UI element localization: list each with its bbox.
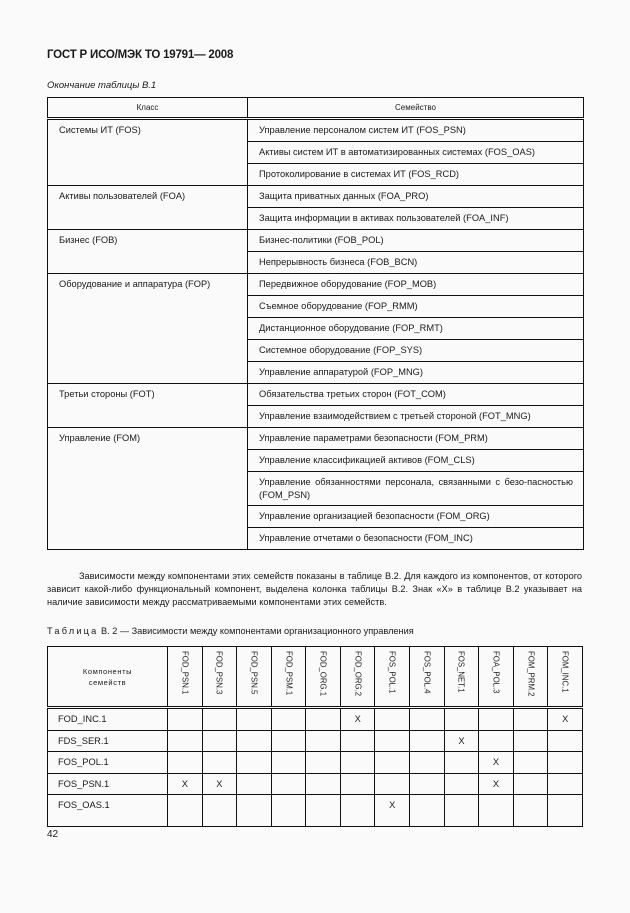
dependency-cell: [548, 752, 583, 774]
column-header-label: FOD_ORG.1: [318, 651, 328, 697]
dependency-cell: [340, 752, 375, 774]
column-header: [202, 647, 237, 708]
dependency-cell: X: [479, 773, 514, 795]
dependency-cell: [168, 752, 203, 774]
dependency-cell: [237, 795, 272, 827]
dependency-cell: [444, 773, 479, 795]
dependency-cell: [513, 795, 548, 827]
document-header: ГОСТ Р ИСО/МЭК ТО 19791— 2008: [47, 49, 234, 61]
dependency-cell: [444, 708, 479, 731]
dependency-cell: [340, 730, 375, 752]
table-b2-body: [48, 708, 583, 827]
dependency-cell: [410, 795, 445, 827]
column-header: [375, 647, 410, 708]
row-header: FOS_POL.1: [48, 752, 168, 774]
table-row: [48, 186, 584, 208]
column-header-label: FOD_PSN.3: [214, 651, 224, 695]
dependency-cell: [375, 730, 410, 752]
dependency-cell: X: [548, 708, 583, 731]
column-header: [271, 647, 306, 708]
dependency-cell: [513, 708, 548, 731]
table-b2-caption-prefix: Таблица: [47, 626, 99, 636]
family-cell: Управление аппаратурой (FOP_MNG): [248, 362, 584, 384]
table-row: [48, 428, 584, 450]
dependency-cell: [444, 795, 479, 827]
class-cell: Управление (FOM): [48, 428, 248, 550]
column-header: [444, 647, 479, 708]
dependency-cell: [479, 730, 514, 752]
dependency-cell: X: [340, 708, 375, 731]
table-row: [48, 708, 583, 731]
dependency-cell: [168, 730, 203, 752]
dependency-cell: [340, 795, 375, 827]
dependency-cell: [375, 773, 410, 795]
dependency-cell: [513, 752, 548, 774]
dependency-cell: [202, 752, 237, 774]
table-row: [48, 773, 583, 795]
family-cell: Управление взаимодействием с третьей стороной (FOT_MNG): [248, 406, 584, 428]
column-header-family: Семейство: [248, 98, 584, 119]
family-cell: Управление персоналом систем ИТ (FOS_PSN): [248, 119, 584, 142]
table-row: [48, 119, 584, 142]
dependency-cell: [410, 773, 445, 795]
column-header: [237, 647, 272, 708]
dependency-cell: [479, 708, 514, 731]
family-cell: Дистанционное оборудование (FOP_RMT): [248, 318, 584, 340]
class-cell: Системы ИТ (FOS): [48, 119, 248, 186]
family-cell: Управление обязанностями персонала, связанными с безо-пасностью (FOM_PSN): [248, 472, 584, 506]
family-cell: Передвижное оборудование (FOP_MOB): [248, 274, 584, 296]
table-b1-caption: Окончание таблицы B.1: [47, 80, 157, 91]
family-cell: Управление классификацией активов (FOM_CLS): [248, 450, 584, 472]
family-cell: Активы систем ИТ в автоматизированных системах (FOS_OAS): [248, 142, 584, 164]
table-b1: [47, 97, 584, 550]
dependency-cell: [237, 730, 272, 752]
dependency-cell: [306, 730, 341, 752]
dependency-cell: X: [168, 773, 203, 795]
column-header-label: FOD_ORG.2: [353, 651, 363, 697]
table-b1-header-row: [48, 98, 584, 119]
column-header-label: FOA_POL.3: [491, 651, 501, 694]
family-cell: Непрерывность бизнеса (FOB_BCN): [248, 252, 584, 274]
class-cell: Третьи стороны (FOT): [48, 384, 248, 428]
dependency-cell: [271, 752, 306, 774]
column-header: [340, 647, 375, 708]
column-header: [410, 647, 445, 708]
body-paragraph: Зависимости между компонентами этих семейств показаны в таблице B.2. Для каждого из компонентов, от которого зависит какой-либо функциональный компонент, выделена колонка таблицы B.2. Знак «X» в таблице B.2 указывает на наличие зависимости между рассматриваемыми компонентами этих семейств.: [47, 571, 582, 607]
table-row: [48, 274, 584, 296]
column-header: [479, 647, 514, 708]
column-header-label: FOD_PSN.5: [249, 651, 259, 695]
table-row: [48, 230, 584, 252]
dependency-cell: [271, 708, 306, 731]
family-cell: Управление отчетами о безопасности (FOM_INC): [248, 528, 584, 550]
family-cell: Съемное оборудование (FOP_RMM): [248, 296, 584, 318]
dependency-cell: [513, 730, 548, 752]
column-header-components: [48, 647, 168, 708]
dependency-cell: [237, 752, 272, 774]
dependency-cell: X: [444, 730, 479, 752]
family-cell: Защита информации в активах пользователей (FOA_INF): [248, 208, 584, 230]
column-header-label: FOM_INC.1: [560, 651, 570, 693]
column-header-label: FOS_POL.4: [422, 651, 432, 694]
page-number: 42: [47, 829, 59, 840]
dependency-cell: [271, 730, 306, 752]
dependency-cell: [548, 773, 583, 795]
corner-header-line1: Компоненты: [82, 666, 133, 676]
row-header: FDS_SER.1: [48, 730, 168, 752]
table-b2-caption: [47, 626, 414, 636]
dependency-cell: [375, 708, 410, 731]
family-cell: Протоколирование в системах ИТ (FOS_RCD): [248, 164, 584, 186]
family-cell: Управление параметрами безопасности (FOM_PRM): [248, 428, 584, 450]
dependency-cell: [306, 708, 341, 731]
family-cell: Системное оборудование (FOP_SYS): [248, 340, 584, 362]
dependency-cell: [375, 752, 410, 774]
dependency-cell: [548, 795, 583, 827]
dependency-cell: [410, 708, 445, 731]
dependency-cell: X: [375, 795, 410, 827]
column-header: [306, 647, 341, 708]
table-row: [48, 795, 583, 827]
family-cell: Управление организацией безопасности (FOM_ORG): [248, 506, 584, 528]
dependency-cell: [479, 795, 514, 827]
dependency-cell: [271, 795, 306, 827]
row-header: FOS_PSN.1: [48, 773, 168, 795]
dependency-cell: [271, 773, 306, 795]
column-header-label: FOD_PSM.1: [284, 651, 294, 696]
column-header: [548, 647, 583, 708]
class-cell: Оборудование и аппаратура (FOP): [48, 274, 248, 384]
dependency-cell: [410, 730, 445, 752]
table-b2: [47, 646, 583, 827]
class-cell: Активы пользователей (FOA): [48, 186, 248, 230]
family-cell: Обязательства третьих сторон (FOT_COM): [248, 384, 584, 406]
dependency-cell: [306, 773, 341, 795]
dependency-cell: [444, 752, 479, 774]
dependency-cell: X: [202, 773, 237, 795]
row-header: FOS_OAS.1: [48, 795, 168, 827]
dependency-cell: [168, 795, 203, 827]
dependency-cell: [202, 708, 237, 731]
column-header-label: FOS_POL.1: [387, 651, 397, 694]
corner-header-line2: семейств: [88, 677, 127, 687]
column-header-label: FOS_NET.1: [456, 651, 466, 693]
row-header: FOD_INC.1: [48, 708, 168, 731]
column-header-label: FOM_PRM.2: [526, 651, 536, 697]
dependency-cell: [306, 795, 341, 827]
dependency-cell: [202, 730, 237, 752]
table-b2-caption-text: B. 2 — Зависимости между компонентами организационного управления: [101, 626, 414, 636]
column-header-class: Класс: [48, 98, 248, 119]
dependency-cell: [168, 708, 203, 731]
table-row: [48, 752, 583, 774]
dependency-cell: [237, 708, 272, 731]
table-b2-header-row: [48, 647, 583, 708]
class-cell: Бизнес (FOB): [48, 230, 248, 274]
dependency-cell: X: [479, 752, 514, 774]
dependency-cell: [548, 730, 583, 752]
family-cell: Бизнес-политики (FOB_POL): [248, 230, 584, 252]
column-header: [513, 647, 548, 708]
dependency-cell: [237, 773, 272, 795]
column-header: [168, 647, 203, 708]
dependency-cell: [513, 773, 548, 795]
dependency-cell: [340, 773, 375, 795]
dependency-cell: [306, 752, 341, 774]
dependency-cell: [202, 795, 237, 827]
table-row: [48, 384, 584, 406]
column-header-label: FOD_PSN.1: [180, 651, 190, 695]
dependency-cell: [410, 752, 445, 774]
family-cell: Защита приватных данных (FOA_PRO): [248, 186, 584, 208]
table-row: [48, 730, 583, 752]
